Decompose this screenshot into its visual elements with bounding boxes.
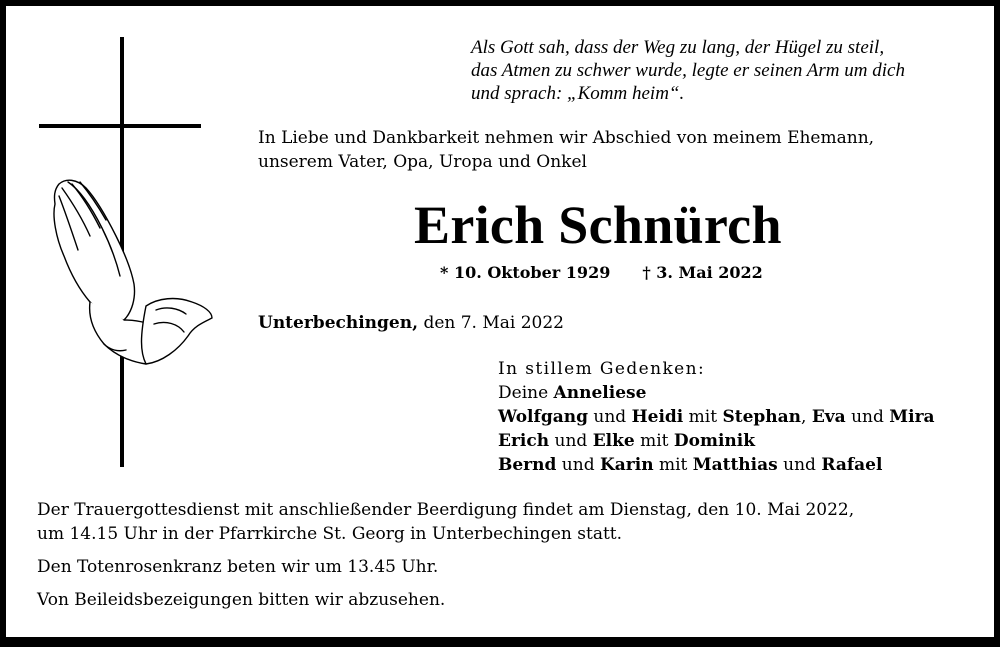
poem-line: Als Gott sah, dass der Weg zu lang, der Hügel zu steil, (471, 37, 885, 58)
mourner-name: Anneliese (553, 383, 647, 403)
condolences-notice: Von Beileidsbezeigungen bitten wir abzusehen. (37, 590, 446, 610)
mourner-name: Wolfgang (498, 407, 588, 427)
notice-date: den 7. Mai 2022 (423, 313, 565, 333)
cross-with-hands-illustration (6, 6, 226, 476)
intro-line: unserem Vater, Opa, Uropa und Onkel (258, 152, 587, 172)
birth-date: * 10. Oktober 1929 (440, 263, 611, 282)
death-date: † 3. Mai 2022 (642, 263, 763, 282)
mourner-name: Stephan (722, 407, 802, 427)
mourner-name: Heidi (631, 407, 684, 427)
farewell-intro (258, 126, 874, 174)
funeral-service-line: um 14.15 Uhr in der Pfarrkirche St. Georg in Unterbechingen statt. (37, 524, 623, 544)
mourner-line: Wolfgang und Heidi mit Stephan, Eva und Mira (498, 407, 935, 427)
obituary-card (4, 4, 996, 639)
mourner-line: Erich und Elke mit Dominik (498, 431, 756, 451)
place-and-date (258, 311, 564, 335)
mourner-name: Elke (592, 431, 635, 451)
mourners-heading: In stillem Gedenken: (498, 359, 706, 379)
service-notices (37, 498, 854, 612)
poem-quote (471, 36, 905, 105)
deceased-name: Erich Schnürch (414, 195, 782, 255)
mourner-name: Rafael (821, 455, 883, 475)
intro-line: In Liebe und Dankbarkeit nehmen wir Abschied von meinem Ehemann, (258, 128, 875, 148)
mourner-name: Karin (599, 455, 654, 475)
mourner-line: Deine Anneliese (498, 383, 647, 403)
funeral-service-line: Der Trauergottesdienst mit anschließender Beerdigung findet am Dienstag, den 10. Mai 2022, (37, 500, 855, 520)
mourner-name: Matthias (692, 455, 778, 475)
mourner-name: Eva (811, 407, 846, 427)
mourner-name: Mira (889, 407, 935, 427)
life-dates (440, 262, 763, 284)
mourner-name: Erich (498, 431, 550, 451)
mourner-name: Bernd (498, 455, 557, 475)
poem-line: das Atmen zu schwer wurde, legte er seinen Arm um dich (471, 60, 905, 81)
rosary-notice: Den Totenrosenkranz beten wir um 13.45 Uhr. (37, 557, 439, 577)
praying-hands-icon (54, 180, 212, 364)
mourner-line: Bernd und Karin mit Matthias und Rafael (498, 455, 883, 475)
mourners-list (498, 357, 935, 477)
place-name: Unterbechingen, (258, 313, 419, 333)
mourner-name: Dominik (673, 431, 756, 451)
poem-line: und sprach: „Komm heim“. (471, 83, 685, 104)
